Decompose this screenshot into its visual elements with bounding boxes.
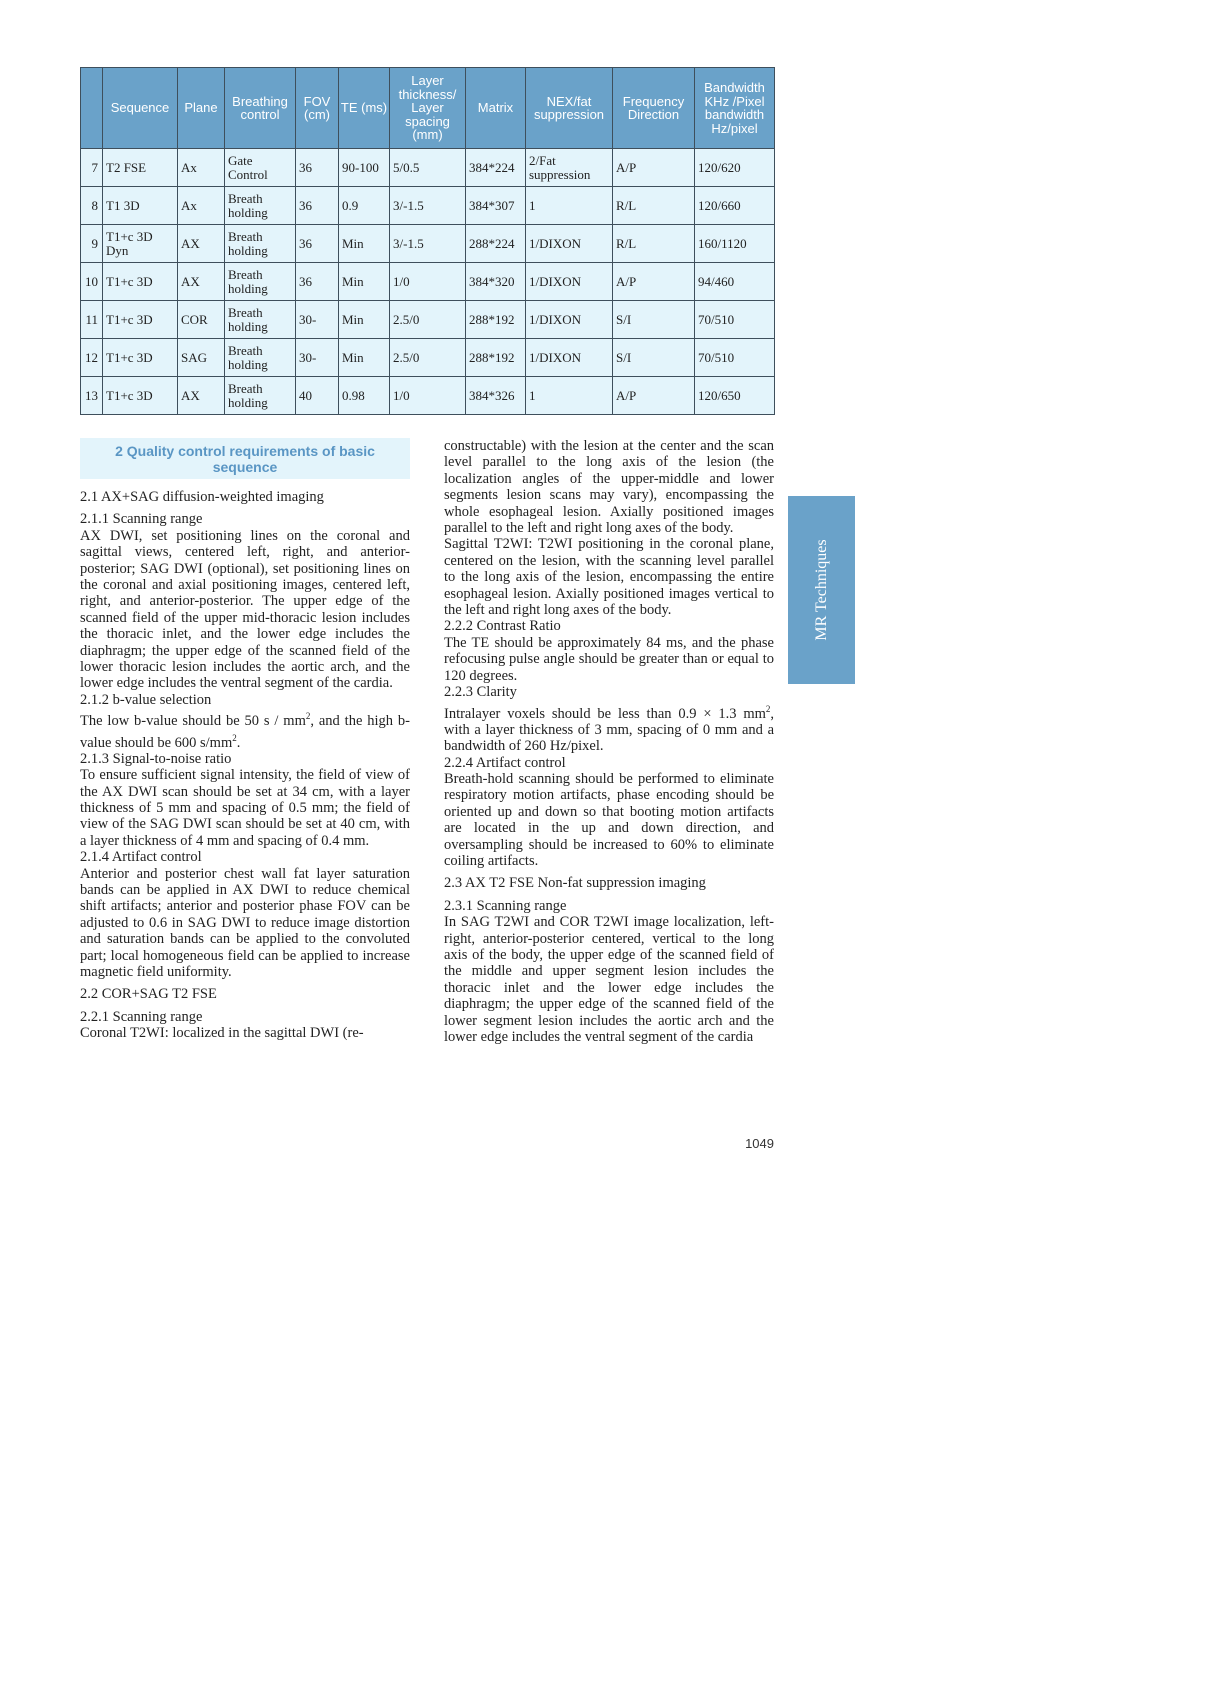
table-cell: 1/0	[390, 377, 466, 415]
table-cell: AX	[178, 225, 225, 263]
table-cell: 120/620	[695, 149, 775, 187]
left-column	[80, 438, 410, 1042]
sequence-parameters-table	[80, 67, 775, 415]
table-body	[81, 149, 775, 415]
table-cell: 2.5/0	[390, 339, 466, 377]
table-cell: Breath holding	[225, 339, 296, 377]
table-row	[81, 149, 775, 187]
heading-2-3-1: 2.3.1 Scanning range	[444, 897, 567, 914]
table-cell: 36	[296, 187, 339, 225]
table-cell: Breath holding	[225, 377, 296, 415]
paragraph-2-2-3: Intralayer voxels should be less than 0.9 × 1.3 $mm^2$, with a layer thickness of 3 mm, spacing of 0 mm and a bandwidth of 260 Hz/pixel.	[444, 703, 774, 755]
table-cell: 384*307	[466, 187, 526, 225]
table-cell: SAG	[178, 339, 225, 377]
table-cell: Gate Control	[225, 149, 296, 187]
table-cell: 160/1120	[695, 225, 775, 263]
table-cell: Breath holding	[225, 263, 296, 301]
section-title: 2 Quality control requirements of basic sequence	[80, 438, 410, 479]
table-cell: 9	[81, 225, 103, 263]
table-cell: Ax	[178, 149, 225, 187]
table-cell: 2.5/0	[390, 301, 466, 339]
col-header-frequency-direction: Frequency Direction	[613, 68, 695, 149]
table-cell: T1 3D	[103, 187, 178, 225]
col-header-sequence: Sequence	[103, 68, 178, 149]
table-cell: 288*192	[466, 339, 526, 377]
table-cell: A/P	[613, 263, 695, 301]
table-row	[81, 225, 775, 263]
table-cell: A/P	[613, 377, 695, 415]
table-row	[81, 339, 775, 377]
table-cell: 3/-1.5	[390, 187, 466, 225]
paragraph-2-2-1-continued: constructable) with the lesion at the center and the scan level parallel to the long axis of the lesion (the localization angles of the upper-middle and lower segments lesion scans may vary), encompassing the whole esophageal lesion. Axially positioned images parallel to the left and right long axes of the body.	[444, 438, 774, 537]
table-cell: 384*224	[466, 149, 526, 187]
col-header-te: TE (ms)	[339, 68, 390, 149]
table-cell: Min	[339, 225, 390, 263]
paragraph-2-1-3: To ensure sufficient signal intensity, the field of view of the AX DWI scan should be set at 34 cm, with a layer thickness of 5 mm and spacing of 0.5 mm; the field of view of the SAG DWI scan should be set at 40 cm, with a layer thickness of 4 mm and spacing of 0.4 mm.	[80, 767, 410, 849]
table-cell: 288*192	[466, 301, 526, 339]
heading-2-1-3: 2.1.3 Signal-to-noise ratio	[80, 750, 232, 767]
paragraph-2-2-2: The TE should be approximately 84 ms, and the phase refocusing pulse angle should be greater than or equal to 120 degrees.	[444, 634, 774, 684]
table-row	[81, 301, 775, 339]
table-cell: 13	[81, 377, 103, 415]
paragraph-2-2-1-sagittal: Sagittal T2WI: T2WI positioning in the coronal plane, centered on the lesion, with the scanning level parallel to the long axis of the lesion, encompassing the entire esophageal lesion. Axially positioned images vertical to the left and right long axes of the body.	[444, 536, 774, 619]
table-cell: 36	[296, 263, 339, 301]
paragraph-2-3-1: In SAG T2WI and COR T2WI image localization, left-right, anterior-posterior centered, vertical to the long axis of the body, the upper edge of the scanned field of the middle and upper segment lesion includes the thoracic inlet and the lower edge includes the diaphragm; the upper edge of the scanned field of the lower segment lesion includes the aortic arch and the lower edge includes the ventral segment of the cardia	[444, 914, 774, 1046]
paragraph-2-1-2: The low b-value should be 50 s / $mm^2$, and the high b-value should be 600 $s/mm^2$.	[80, 711, 410, 751]
table-cell: A/P	[613, 149, 695, 187]
table-row	[81, 187, 775, 225]
table-cell: 120/650	[695, 377, 775, 415]
side-section-tab	[788, 496, 855, 684]
table-cell: S/I	[613, 301, 695, 339]
paragraph-2-2-1: Coronal T2WI: localized in the sagittal DWI (re-	[80, 1025, 364, 1042]
table-cell: 384*326	[466, 377, 526, 415]
table-row	[81, 377, 775, 415]
heading-2-2-3: 2.2.3 Clarity	[444, 684, 517, 701]
table-cell: 40	[296, 377, 339, 415]
heading-2-2: 2.2 COR+SAG T2 FSE	[80, 986, 217, 1003]
table-cell: T1+c 3D	[103, 339, 178, 377]
page-number: 1049	[745, 1136, 774, 1151]
table-cell: Breath holding	[225, 225, 296, 263]
col-header-index	[81, 68, 103, 149]
table-cell: 36	[296, 225, 339, 263]
col-header-breathing-control: Breathing control	[225, 68, 296, 149]
table-cell: 12	[81, 339, 103, 377]
table-cell: 2/Fat suppression	[526, 149, 613, 187]
col-header-bandwidth: Bandwidth KHz /Pixel bandwidth Hz/pixel	[695, 68, 775, 149]
table-cell: Min	[339, 301, 390, 339]
table-cell: 1/DIXON	[526, 301, 613, 339]
table-cell: 1	[526, 187, 613, 225]
table-cell: 10	[81, 263, 103, 301]
heading-2-2-1: 2.2.1 Scanning range	[80, 1008, 203, 1025]
table-cell: 1	[526, 377, 613, 415]
table-cell: 384*320	[466, 263, 526, 301]
side-tab-label: MR Techniques	[812, 539, 830, 641]
table-cell: R/L	[613, 187, 695, 225]
table-cell: 90-100	[339, 149, 390, 187]
table-cell: 94/460	[695, 263, 775, 301]
table-cell: 70/510	[695, 339, 775, 377]
table-cell: 1/DIXON	[526, 263, 613, 301]
table-cell: Breath holding	[225, 301, 296, 339]
col-header-matrix: Matrix	[466, 68, 526, 149]
col-header-layer-thickness: Layer thickness/ Layer spacing (mm)	[390, 68, 466, 149]
paragraph-2-1-4: Anterior and posterior chest wall fat layer saturation bands can be applied in AX DWI to reduce chemical shift artifacts; anterior and posterior phase FOV can be adjusted to 0.6 in SAG DWI to reduce image distortion and saturation bands can be applied to the convoluted part; local homogeneous field can be applied to increase magnetic field uniformity.	[80, 865, 410, 981]
table-cell: T1+c 3D	[103, 377, 178, 415]
table-cell: 3/-1.5	[390, 225, 466, 263]
table-cell: 1/DIXON	[526, 339, 613, 377]
table-cell: T1+c 3D	[103, 263, 178, 301]
heading-2-3: 2.3 AX T2 FSE Non-fat suppression imaging	[444, 875, 706, 892]
col-header-fov: FOV (cm)	[296, 68, 339, 149]
table-cell: COR	[178, 301, 225, 339]
table-row	[81, 263, 775, 301]
right-column	[444, 438, 774, 1045]
heading-2-1-4: 2.1.4 Artifact control	[80, 849, 202, 866]
col-header-plane: Plane	[178, 68, 225, 149]
table-cell: 70/510	[695, 301, 775, 339]
table-cell: 1/DIXON	[526, 225, 613, 263]
table-cell: 36	[296, 149, 339, 187]
table-cell: 30-	[296, 301, 339, 339]
paragraph-2-2-4: Breath-hold scanning should be performed to eliminate respiratory motion artifacts, phase encoding should be oriented up and down so that booting motion artifacts are located in the up and down direction, and oversampling should be increased to 60% to eliminate coiling artifacts.	[444, 770, 774, 869]
heading-2-2-2: 2.2.2 Contrast Ratio	[444, 618, 561, 635]
table-cell: Ax	[178, 187, 225, 225]
table-cell: 288*224	[466, 225, 526, 263]
table-cell: Min	[339, 263, 390, 301]
table-cell: 5/0.5	[390, 149, 466, 187]
table-cell: T2 FSE	[103, 149, 178, 187]
heading-2-1-2: 2.1.2 b-value selection	[80, 691, 212, 708]
table-cell: T1+c 3D Dyn	[103, 225, 178, 263]
table-cell: Min	[339, 339, 390, 377]
table-cell: 8	[81, 187, 103, 225]
table-cell: S/I	[613, 339, 695, 377]
table-cell: R/L	[613, 225, 695, 263]
table-cell: Breath holding	[225, 187, 296, 225]
table-cell: 0.9	[339, 187, 390, 225]
heading-2-1-1: 2.1.1 Scanning range	[80, 511, 203, 528]
table-cell: AX	[178, 263, 225, 301]
heading-2-2-4: 2.2.4 Artifact control	[444, 754, 566, 771]
table-cell: 0.98	[339, 377, 390, 415]
paragraph-2-1-1: AX DWI, set positioning lines on the coronal and sagittal views, centered left, right, and anterior-posterior; SAG DWI (optional), set positioning lines on the coronal and axial positioning images, centered left, right, and anterior-posterior. The upper edge of the scanned field of the upper mid-thoracic lesion includes the thoracic inlet, and the lower edge includes the diaphragm; the upper edge of the scanned field of the lower thoracic lesion includes the aortic arch, and the lower edge includes the ventral segment of the cardia.	[80, 527, 410, 692]
table-cell: 1/0	[390, 263, 466, 301]
table-cell: 30-	[296, 339, 339, 377]
table-cell: 7	[81, 149, 103, 187]
col-header-nex-fat: NEX/fat suppression	[526, 68, 613, 149]
table-header-row	[81, 68, 775, 149]
table-cell: AX	[178, 377, 225, 415]
table-cell: T1+c 3D	[103, 301, 178, 339]
table-cell: 120/660	[695, 187, 775, 225]
heading-2-1: 2.1 AX+SAG diffusion-weighted imaging	[80, 489, 324, 505]
table-cell: 11	[81, 301, 103, 339]
